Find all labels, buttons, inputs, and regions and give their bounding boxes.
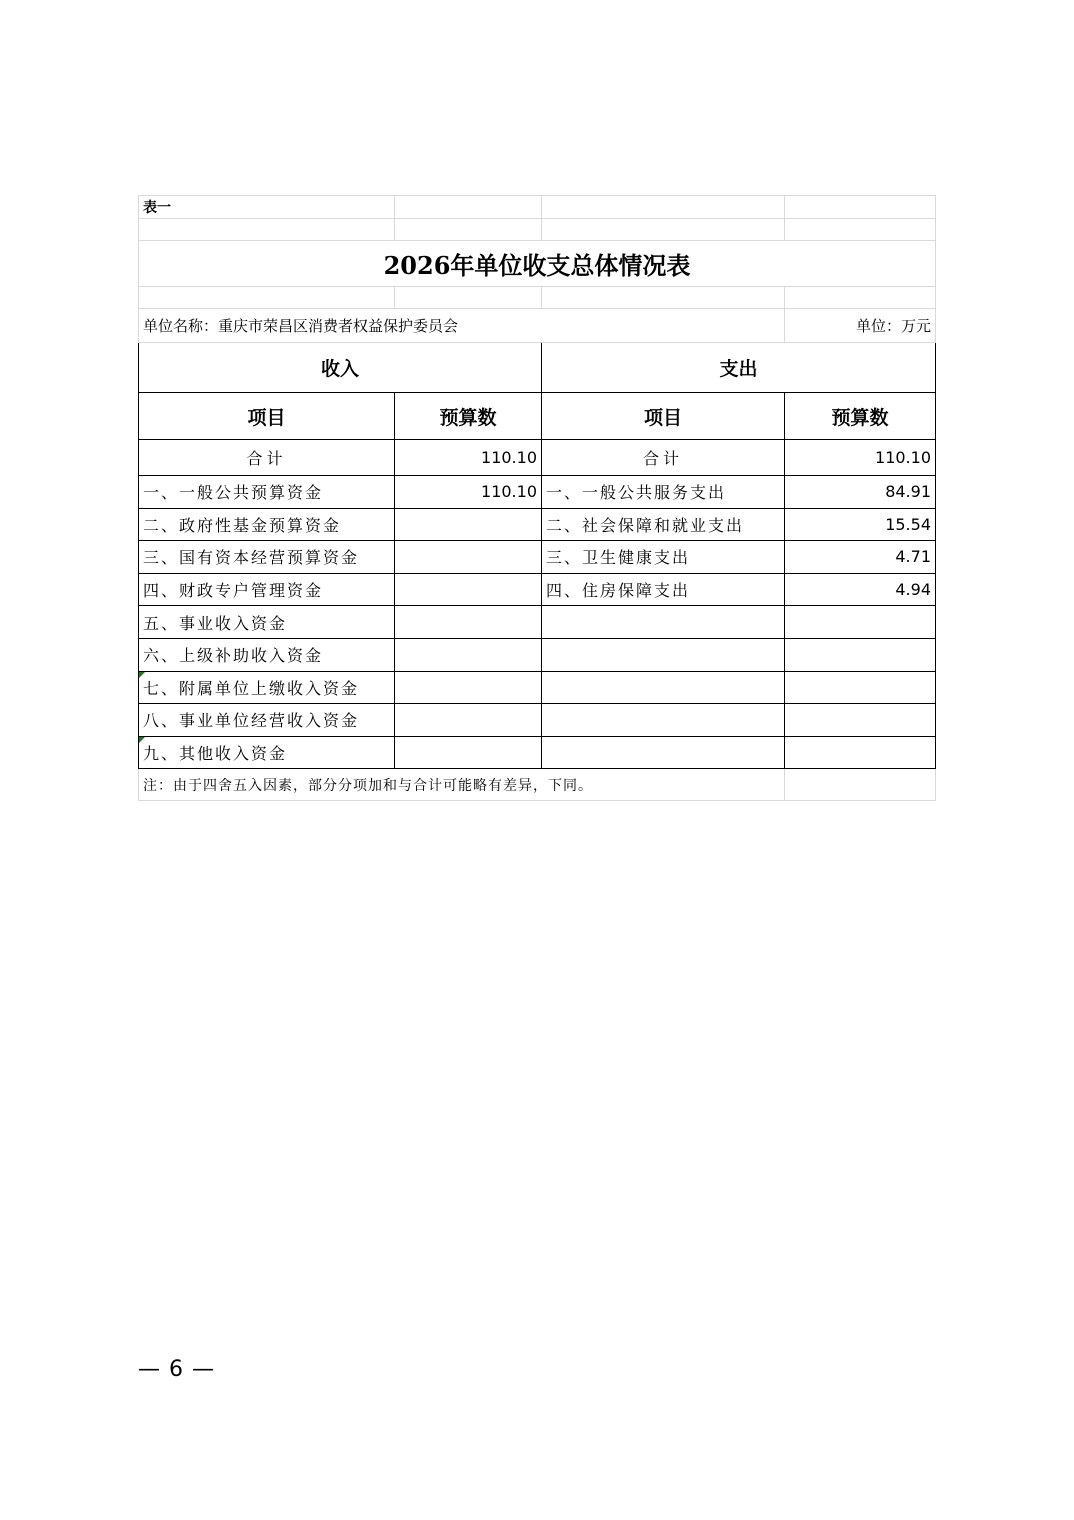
income-total-label: 合计 <box>139 440 395 476</box>
income-item: 九、其他收入资金 <box>139 736 395 769</box>
income-value <box>395 541 542 574</box>
expense-item: 一、一般公共服务支出 <box>542 476 785 509</box>
table-row <box>139 638 936 671</box>
table-note: 注：由于四舍五入因素，部分分项加和与合计可能略有差异，下同。 <box>139 769 785 801</box>
expense-item <box>542 736 785 769</box>
income-item: 二、政府性基金预算资金 <box>139 508 395 541</box>
expense-value: 4.71 <box>785 541 936 574</box>
income-item: 五、事业收入资金 <box>139 606 395 639</box>
unit-name: 单位名称：重庆市荣昌区消费者权益保护委员会 <box>139 309 785 343</box>
income-value <box>395 638 542 671</box>
table-row <box>139 476 936 509</box>
income-value <box>395 573 542 606</box>
income-item: 六、上级补助收入资金 <box>139 638 395 671</box>
income-item: 七、附属单位上缴收入资金 <box>139 671 395 704</box>
expense-budget-header: 预算数 <box>785 393 936 440</box>
total-row <box>139 440 936 476</box>
expense-value <box>785 671 936 704</box>
expense-item: 二、社会保障和就业支出 <box>542 508 785 541</box>
income-item: 八、事业单位经营收入资金 <box>139 704 395 737</box>
income-item: 一、一般公共预算资金 <box>139 476 395 509</box>
table-row <box>139 573 936 606</box>
expense-item <box>542 704 785 737</box>
expense-item: 三、卫生健康支出 <box>542 541 785 574</box>
expense-value <box>785 638 936 671</box>
table-row <box>139 736 936 769</box>
unit-row <box>139 309 936 343</box>
income-item-header: 项目 <box>139 393 395 440</box>
income-budget-header: 预算数 <box>395 393 542 440</box>
budget-table <box>138 195 936 801</box>
expense-item: 四、住房保障支出 <box>542 573 785 606</box>
expense-value: 4.94 <box>785 573 936 606</box>
income-value: 110.10 <box>395 476 542 509</box>
table-row <box>139 508 936 541</box>
expense-value: 15.54 <box>785 508 936 541</box>
expense-value <box>785 704 936 737</box>
income-total-value: 110.10 <box>395 440 542 476</box>
expense-header: 支出 <box>542 343 936 393</box>
income-value <box>395 508 542 541</box>
header-row-columns <box>139 393 936 440</box>
expense-item <box>542 638 785 671</box>
income-value <box>395 671 542 704</box>
expense-item <box>542 606 785 639</box>
income-header: 收入 <box>139 343 542 393</box>
table-row <box>139 606 936 639</box>
income-value <box>395 606 542 639</box>
expense-item-header: 项目 <box>542 393 785 440</box>
expense-item <box>542 671 785 704</box>
table-tag: 表一 <box>139 196 395 219</box>
note-row <box>139 769 936 801</box>
title-row <box>139 241 936 287</box>
expense-total-value: 110.10 <box>785 440 936 476</box>
expense-value <box>785 736 936 769</box>
page-number: — 6 — <box>138 1357 215 1382</box>
table-title: 2026年单位收支总体情况表 <box>139 241 936 287</box>
unit-label: 单位：万元 <box>785 309 936 343</box>
expense-total-label: 合计 <box>542 440 785 476</box>
income-value <box>395 704 542 737</box>
expense-value <box>785 606 936 639</box>
header-row-group <box>139 343 936 393</box>
table-tag-row <box>139 196 936 219</box>
income-item: 四、财政专户管理资金 <box>139 573 395 606</box>
expense-value: 84.91 <box>785 476 936 509</box>
income-value <box>395 736 542 769</box>
income-item: 三、国有资本经营预算资金 <box>139 541 395 574</box>
table-row <box>139 704 936 737</box>
table-row <box>139 541 936 574</box>
table-row <box>139 671 936 704</box>
